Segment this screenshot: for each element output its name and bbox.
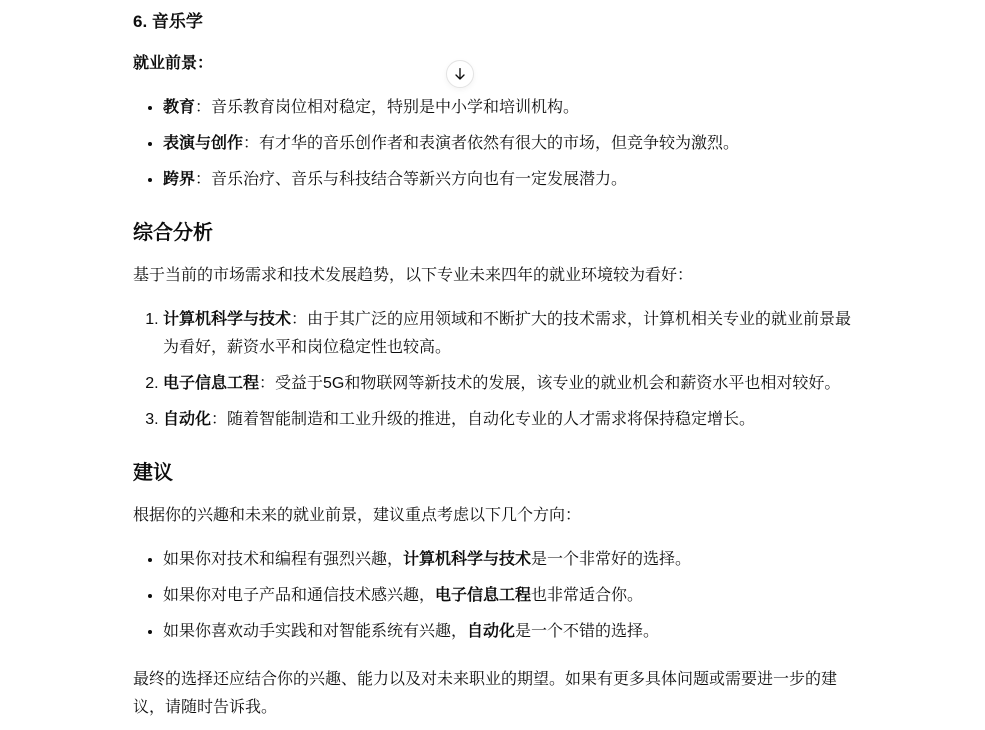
chat-message-content xyxy=(133,0,855,722)
list-item-text: ：音乐教育岗位相对稳定，特别是中小学和培训机构。 xyxy=(195,99,580,116)
list-item xyxy=(163,94,855,122)
list-item-text: 如果你对电子产品和通信技术感兴趣， xyxy=(163,587,436,604)
advice-heading: 建议 xyxy=(133,462,173,484)
list-item-text: ：由于其广泛的应用领域和不断扩大的技术需求，计算机相关专业的就业前景最为看好，薪资水平和岗位稳定性也较高。 xyxy=(163,311,852,356)
list-item-term: 电子信息工程 xyxy=(435,587,532,604)
down-arrow-icon xyxy=(452,66,468,82)
list-item-term: 自动化 xyxy=(163,411,212,428)
list-item-term: 自动化 xyxy=(467,623,516,640)
analysis-numbered-list xyxy=(133,306,855,434)
advice-intro: 根据你的兴趣和未来的就业前景，建议重点考虑以下几个方向： xyxy=(133,507,582,524)
analysis-heading: 综合分析 xyxy=(133,222,213,244)
list-item-text: 如果你对技术和编程有强烈兴趣， xyxy=(163,551,404,568)
list-item-text: ：有才华的音乐创作者和表演者依然有很大的市场，但竞争较为激烈。 xyxy=(243,135,740,152)
section-title: 6. 音乐学 xyxy=(133,12,203,31)
analysis-intro: 基于当前的市场需求和技术发展趋势，以下专业未来四年的就业环境较为看好： xyxy=(133,267,694,284)
list-item-text: ：随着智能制造和工业升级的推进，自动化专业的人才需求将保持稳定增长。 xyxy=(211,411,756,428)
list-item-term: 电子信息工程 xyxy=(163,375,260,392)
list-item-term: 表演与创作 xyxy=(163,135,244,152)
list-item xyxy=(163,306,855,362)
list-item-term: 教育 xyxy=(163,99,196,116)
list-item-term: 计算机科学与技术 xyxy=(163,311,292,328)
advice-bullet-list xyxy=(133,546,855,646)
list-item-text: 也非常适合你。 xyxy=(531,587,644,604)
list-item-text: ：受益于5G和物联网等新技术的发展，该专业的就业机会和薪资水平也相对较好。 xyxy=(259,375,841,392)
closing-paragraph: 最终的选择还应结合你的兴趣、能力以及对未来职业的期望。如果有更多具体问题或需要进一步的建议，请随时告诉我。 xyxy=(133,671,838,716)
scroll-to-bottom-button[interactable] xyxy=(446,60,474,88)
list-item xyxy=(163,618,855,646)
list-item xyxy=(163,406,855,434)
list-item xyxy=(163,370,855,398)
list-item xyxy=(163,130,855,158)
employment-subhead: 就业前景： xyxy=(133,55,214,72)
list-item-text: 如果你喜欢动手实践和对智能系统有兴趣， xyxy=(163,623,468,640)
list-item xyxy=(163,582,855,610)
list-item xyxy=(163,546,855,574)
list-item-term: 计算机科学与技术 xyxy=(403,551,532,568)
list-item-text: ：音乐治疗、音乐与科技结合等新兴方向也有一定发展潜力。 xyxy=(195,171,628,188)
list-item-term: 跨界 xyxy=(163,171,196,188)
list-item-text: 是一个非常好的选择。 xyxy=(531,551,692,568)
list-item-text: 是一个不错的选择。 xyxy=(515,623,660,640)
list-item xyxy=(163,166,855,194)
employment-bullet-list xyxy=(133,94,855,194)
